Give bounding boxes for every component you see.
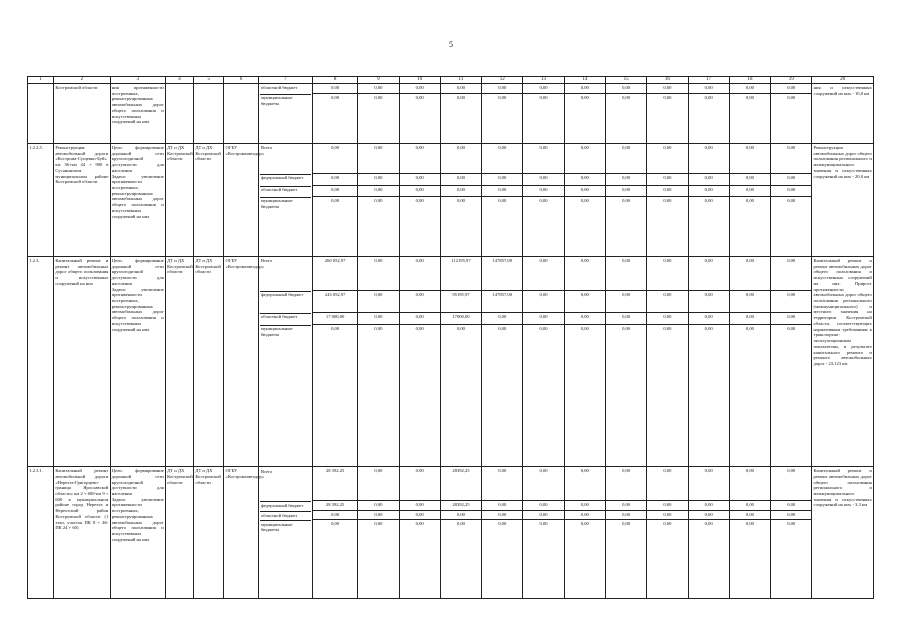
- funding-value: 0,00: [482, 501, 522, 511]
- executor: ОГБУ «Костромаавтодор»: [224, 467, 258, 599]
- header-cell: 4: [165, 77, 193, 84]
- funding-value-column: [564, 144, 605, 257]
- funding-value: 0,00: [745, 197, 754, 203]
- funding-value: 0,00: [374, 94, 383, 100]
- funding-value: 0,00: [745, 521, 754, 527]
- funding-value-column: [647, 84, 688, 144]
- header-cell: 11: [440, 77, 481, 84]
- customer: [165, 84, 193, 144]
- item-number: [28, 84, 54, 144]
- funding-value: 0,00: [565, 186, 605, 197]
- funding-value: 0,00: [704, 94, 713, 100]
- funding-value: 0,00: [565, 467, 605, 501]
- funding-source-label: федеральный бюджет: [260, 292, 311, 314]
- funding-value: 0,00: [523, 501, 563, 511]
- executor: [224, 84, 258, 144]
- funding-value: 0,00: [787, 521, 796, 527]
- funding-value: 0,00: [358, 467, 398, 501]
- funding-value: 0,00: [565, 144, 605, 174]
- funding-value: 0,00: [689, 511, 729, 520]
- funding-value: 28 392,25: [313, 501, 357, 511]
- funding-value: 0,00: [358, 291, 398, 313]
- funding-value: 0,00: [313, 511, 357, 520]
- funding-value: 0,00: [565, 511, 605, 520]
- funding-value: 0,00: [313, 186, 357, 197]
- funding-value: 17 000,00: [313, 313, 357, 325]
- funding-source-label: муниципальные бюджеты: [260, 95, 293, 107]
- funding-value: 243 052,97: [313, 291, 357, 313]
- funding-value: 0,00: [647, 144, 687, 174]
- funding-value-column: [358, 144, 399, 257]
- item-name: Костромской области: [54, 84, 110, 144]
- funding-value: 0,00: [622, 94, 631, 100]
- funding-value: 0,00: [498, 197, 507, 203]
- funding-value: 0,00: [523, 291, 563, 313]
- funding-value: 0,00: [374, 197, 383, 203]
- expected-result: Капитальный ремонт и ремонт автомобильных дорог общего пользования и искусственных сооружений на них. Прирост протяженности автомобильных дорог общего пользования регионального (межмуниципального) и местного значения на территории Костромской области, соответствующих нормативным требованиям к транспортно-эксплуатационным показателям, в результате капитального ремонта и ремонта автомобильных дорог - 23,123 км: [812, 257, 874, 467]
- funding-value: 0,00: [580, 325, 589, 331]
- funding-value-column: [399, 467, 440, 599]
- funding-value: 0,00: [358, 186, 398, 197]
- funding-value: 0,00: [771, 144, 811, 174]
- funding-value: 0,00: [606, 313, 646, 325]
- funding-value-column: [482, 144, 523, 257]
- funding-value: 0,00: [771, 511, 811, 520]
- funding-source-label: областной бюджет: [260, 512, 311, 521]
- funding-value: 28392,25: [441, 467, 481, 501]
- funding-value-column: [523, 467, 564, 599]
- funding-value: 0,00: [771, 291, 811, 313]
- coordinator: ДТ и ДХ Костромской области: [194, 144, 224, 257]
- funding-value-column: [523, 144, 564, 257]
- header-cell: 14: [564, 77, 605, 84]
- funding-source-label: областной бюджет: [260, 85, 311, 95]
- funding-value: 0,00: [787, 197, 796, 203]
- funding-value-column: [688, 84, 729, 144]
- funding-value: 0,00: [498, 94, 507, 100]
- funding-value: 0,00: [771, 174, 811, 186]
- goal-task: Цель: формирование дорожной сети круглогодичной доступности для населения Задача: увеличение протяженности построенных, реконструированных автомобильных дорог общего пользования и искусственных сооружений на них: [110, 257, 165, 467]
- funding-value: 0,00: [647, 186, 687, 197]
- customer: ДТ и ДХ Костромской области: [165, 144, 193, 257]
- funding-value: 28392,25: [441, 501, 481, 511]
- funding-value-column: [399, 257, 440, 467]
- funding-value: 28 392,25: [313, 467, 357, 501]
- funding-value: 0,00: [606, 501, 646, 511]
- funding-value: 0,00: [331, 325, 340, 331]
- header-cell: 2: [54, 77, 110, 84]
- funding-value-column: [440, 84, 481, 144]
- funding-value: 0,00: [663, 325, 672, 331]
- funding-value-column: [771, 257, 812, 467]
- funding-value: 0,00: [313, 144, 357, 174]
- header-cell: 6: [224, 77, 258, 84]
- table-row: [28, 257, 874, 467]
- funding-value-column: [523, 257, 564, 467]
- funding-value: 0,00: [580, 521, 589, 527]
- header-cell: 13: [523, 77, 564, 84]
- header-row: [28, 77, 874, 84]
- funding-value-column: [729, 467, 770, 599]
- funding-value-column: [399, 144, 440, 257]
- funding-value: 0,00: [663, 197, 672, 203]
- funding-value: 0,00: [771, 84, 811, 94]
- funding-value: 0,00: [704, 197, 713, 203]
- funding-value: 0,00: [523, 467, 563, 501]
- funding-value: 0,00: [663, 521, 672, 527]
- funding-value: 0,00: [400, 291, 440, 313]
- funding-value: 0,00: [523, 257, 563, 291]
- funding-value: 0,00: [730, 291, 770, 313]
- funding-value-column: [771, 144, 812, 257]
- expected-result: Капитальный ремонт и ремонт автомобильных дорог общего пользования регионального и межмуниципального значения и искусственных сооружений на них - 3,3 км: [812, 467, 874, 599]
- funding-value: 0,00: [647, 257, 687, 291]
- funding-value-column: [312, 257, 357, 467]
- funding-value: 0,00: [704, 325, 713, 331]
- funding-value: 0,00: [606, 291, 646, 313]
- item-name: Реконструкция автомобильной дороги «Кострома-Сущевно-Буй» км 36+км 44 + 900 в Сусанинском муниципальном районе Костромской области: [54, 144, 110, 257]
- executor: ОГБУ «Костромаавтодор»: [224, 257, 258, 467]
- funding-value-column: [605, 257, 646, 467]
- funding-value: 112195,97: [441, 257, 481, 291]
- funding-sources: [258, 467, 312, 599]
- item-name: Капитальный ремонт и ремонт автомобильных дорог общего пользования и искусственных сооружений на них: [54, 257, 110, 467]
- funding-value-column: [440, 467, 481, 599]
- funding-source-label: областной бюджет: [260, 314, 311, 326]
- funding-value: 0,00: [565, 313, 605, 325]
- funding-value: 0,00: [415, 325, 424, 331]
- funding-value-column: [399, 84, 440, 144]
- page-number: 5: [449, 40, 453, 49]
- goal-task: Цель: формирование дорожной сети круглогодичной доступности для населения Задача: увеличение протяженности построенных, реконструированных автомобильных дорог общего пользования и искусственных сооружений на них: [110, 144, 165, 257]
- funding-value: 0,00: [647, 84, 687, 94]
- funding-value: 0,00: [400, 174, 440, 186]
- funding-value-column: [564, 84, 605, 144]
- header-cell: 15: [605, 77, 646, 84]
- funding-value: 0,00: [482, 186, 522, 197]
- funding-value: 0,00: [606, 257, 646, 291]
- funding-value: 0,00: [400, 186, 440, 197]
- funding-value: 0,00: [482, 467, 522, 501]
- funding-value: 0,00: [358, 313, 398, 325]
- funding-value: 0,00: [456, 197, 465, 203]
- funding-source-label: муниципальные бюджеты: [260, 198, 293, 210]
- funding-value: 0,00: [606, 186, 646, 197]
- header-cell: 5: [194, 77, 224, 84]
- funding-value: 0,00: [771, 186, 811, 197]
- item-name: Капитальный ремонт автомобильной дороги «Нерехта-Григорцево-граница Ярославской области» км 2 + 600-км 9 + 600 в муниципальном районе город Нерехта и Нерехтский район Костромской области (1 этап, участок ПК 8 + 46-ПК 24 + 60): [54, 467, 110, 599]
- funding-value: 0,00: [374, 521, 383, 527]
- funding-value: 0,00: [730, 501, 770, 511]
- table-row: [28, 144, 874, 257]
- funding-value: 0,00: [456, 521, 465, 527]
- funding-value: 0,00: [313, 84, 357, 94]
- funding-value: 0,00: [441, 511, 481, 520]
- funding-value: 0,00: [730, 174, 770, 186]
- funding-value: 0,00: [441, 186, 481, 197]
- header-cell: 7: [258, 77, 312, 84]
- funding-value: 0,00: [565, 174, 605, 186]
- funding-value: 0,00: [400, 501, 440, 511]
- funding-value: 0,00: [482, 511, 522, 520]
- funding-value: 0,00: [647, 174, 687, 186]
- funding-value: 0,00: [441, 84, 481, 94]
- header-cell: 8: [312, 77, 357, 84]
- funding-value: 0,00: [622, 521, 631, 527]
- funding-value-column: [688, 257, 729, 467]
- header-cell: 19: [771, 77, 812, 84]
- funding-value: 0,00: [313, 174, 357, 186]
- funding-sources: [258, 257, 312, 467]
- funding-value-column: [482, 467, 523, 599]
- funding-value: 0,00: [663, 94, 672, 100]
- funding-source-label: муниципальные бюджеты: [260, 521, 293, 533]
- funding-source-label: муниципальные бюджеты: [260, 326, 293, 338]
- funding-value: 260 052,97: [313, 257, 357, 291]
- funding-value: 0,00: [730, 313, 770, 325]
- funding-value: 0,00: [647, 313, 687, 325]
- coordinator: ДТ и ДХ Костромской области: [194, 467, 224, 599]
- funding-value: 0,00: [539, 94, 548, 100]
- funding-value: 0,00: [400, 257, 440, 291]
- funding-value: 0,00: [689, 186, 729, 197]
- coordinator: ДТ и ДХ Костромской области: [194, 257, 224, 467]
- funding-value-column: [605, 144, 646, 257]
- funding-value: 0,00: [482, 84, 522, 94]
- funding-source-label: федеральный бюджет: [260, 175, 311, 187]
- funding-sources: [258, 144, 312, 257]
- expected-result: Реконструкция автомобильных дорог общего пользования регионального и межмуниципального значения и искусственных сооружений на них - 20,0 км: [812, 144, 874, 257]
- funding-value: 0,00: [771, 501, 811, 511]
- funding-value: 0,00: [704, 521, 713, 527]
- funding-value: 0,00: [523, 313, 563, 325]
- funding-value-column: [605, 84, 646, 144]
- funding-value: 0,00: [689, 84, 729, 94]
- funding-value: 0,00: [565, 257, 605, 291]
- funding-value-column: [440, 144, 481, 257]
- funding-value: 0,00: [331, 94, 340, 100]
- executor: ОГБУ «Костромаавтодор»: [224, 144, 258, 257]
- header-cell: 20: [812, 77, 874, 84]
- funding-source-label: федеральный бюджет: [260, 502, 311, 512]
- funding-value: 0,00: [456, 94, 465, 100]
- funding-value: 0,00: [358, 84, 398, 94]
- funding-value: 0,00: [482, 313, 522, 325]
- funding-value: 0,00: [730, 186, 770, 197]
- funding-value: 0,00: [498, 325, 507, 331]
- goal-task: ния протяженности построенных, реконструированных автомобильных дорог общего пользования и искусственных сооружений на них: [110, 84, 165, 144]
- header-cell: 10: [399, 77, 440, 84]
- funding-value-column: [564, 257, 605, 467]
- funding-value-column: [605, 467, 646, 599]
- funding-value: 0,00: [689, 174, 729, 186]
- funding-value: 0,00: [539, 325, 548, 331]
- funding-value-column: [729, 257, 770, 467]
- funding-value: 0,00: [730, 467, 770, 501]
- header-cell: 9: [358, 77, 399, 84]
- funding-value: 0,00: [689, 501, 729, 511]
- funding-value-column: [729, 84, 770, 144]
- funding-value-column: [358, 257, 399, 467]
- goal-task: Цель: формирование дорожной сети круглогодичной доступности для населения Задача: увеличение протяженности построенных, реконструированных автомобильных дорог общего пользования и искусственных сооружений на них: [110, 467, 165, 599]
- funding-value: 0,00: [580, 197, 589, 203]
- funding-value-column: [440, 257, 481, 467]
- funding-value: 0,00: [730, 257, 770, 291]
- funding-value: 0,00: [400, 84, 440, 94]
- header-cell: 18: [729, 77, 770, 84]
- program-table: [27, 76, 874, 599]
- header-cell: 12: [482, 77, 523, 84]
- coordinator: [194, 84, 224, 144]
- funding-value: 0,00: [771, 467, 811, 501]
- table-row: [28, 84, 874, 144]
- header-cell: 16: [647, 77, 688, 84]
- funding-value: 0,00: [331, 521, 340, 527]
- funding-value: 147857,00: [482, 291, 522, 313]
- funding-value: 0,00: [689, 467, 729, 501]
- funding-value-column: [564, 467, 605, 599]
- funding-value-column: [647, 467, 688, 599]
- funding-value-column: [688, 144, 729, 257]
- customer: ДТ и ДХ Костромской области: [165, 467, 193, 599]
- funding-value-column: [771, 84, 812, 144]
- funding-value: 0,00: [358, 174, 398, 186]
- funding-value: 0,00: [606, 144, 646, 174]
- funding-value: 0,00: [689, 257, 729, 291]
- funding-value-column: [482, 257, 523, 467]
- funding-value: 0,00: [730, 84, 770, 94]
- funding-value: 0,00: [622, 325, 631, 331]
- funding-value: 0,00: [374, 325, 383, 331]
- funding-value: 0,00: [400, 467, 440, 501]
- funding-source-label: Всего: [260, 258, 311, 292]
- funding-value: 0,00: [745, 94, 754, 100]
- funding-value-column: [647, 257, 688, 467]
- funding-value: 0,00: [358, 257, 398, 291]
- funding-value: 0,00: [689, 291, 729, 313]
- funding-value: 0,00: [415, 94, 424, 100]
- funding-value: 0,00: [358, 144, 398, 174]
- funding-value: 0,00: [689, 313, 729, 325]
- funding-value: 0,00: [730, 511, 770, 520]
- funding-value: 0,00: [647, 467, 687, 501]
- funding-value: 0,00: [606, 84, 646, 94]
- funding-value-column: [358, 467, 399, 599]
- funding-value: 0,00: [647, 501, 687, 511]
- funding-value: 0,00: [523, 186, 563, 197]
- funding-value-column: [647, 144, 688, 257]
- funding-value: 0,00: [565, 501, 605, 511]
- funding-value: 0,00: [787, 325, 796, 331]
- funding-value-column: [771, 467, 812, 599]
- funding-value: 0,00: [565, 291, 605, 313]
- header-cell: 3: [110, 77, 165, 84]
- funding-value: 0,00: [498, 521, 507, 527]
- item-number: 1.2.2.5.: [28, 144, 54, 257]
- funding-value-column: [358, 84, 399, 144]
- funding-value: 0,00: [400, 144, 440, 174]
- funding-value: 0,00: [745, 325, 754, 331]
- funding-value: 0,00: [441, 174, 481, 186]
- funding-source-label: областной бюджет: [260, 187, 311, 198]
- funding-value-column: [688, 467, 729, 599]
- funding-value: 0,00: [606, 174, 646, 186]
- item-number: 1.2.3.: [28, 257, 54, 467]
- expected-result: ния и искусственных сооружений на них - 10,0 км: [812, 84, 874, 144]
- funding-sources: [258, 84, 312, 144]
- funding-value: 0,00: [580, 94, 589, 100]
- funding-value: 0,00: [482, 174, 522, 186]
- funding-value: 0,00: [415, 197, 424, 203]
- table-row: [28, 467, 874, 599]
- funding-value-column: [482, 84, 523, 144]
- funding-value: 0,00: [482, 144, 522, 174]
- funding-value: 0,00: [647, 511, 687, 520]
- funding-source-label: Всего: [260, 145, 311, 175]
- funding-value-column: [729, 144, 770, 257]
- funding-value: 0,00: [415, 521, 424, 527]
- funding-value: 0,00: [331, 197, 340, 203]
- funding-value-column: [312, 84, 357, 144]
- funding-value: 0,00: [400, 511, 440, 520]
- funding-value: 0,00: [647, 291, 687, 313]
- funding-value: 147857,00: [482, 257, 522, 291]
- funding-value: 0,00: [441, 144, 481, 174]
- funding-source-label: Всего: [260, 468, 311, 502]
- funding-value: 0,00: [523, 174, 563, 186]
- funding-value: 0,00: [523, 84, 563, 94]
- funding-value: 0,00: [400, 313, 440, 325]
- item-number: 1.2.3.1.: [28, 467, 54, 599]
- funding-value: 0,00: [606, 467, 646, 501]
- funding-value: 0,00: [622, 197, 631, 203]
- funding-value: 0,00: [358, 501, 398, 511]
- funding-value: 0,00: [523, 144, 563, 174]
- funding-value: 0,00: [787, 94, 796, 100]
- funding-value: 0,00: [358, 511, 398, 520]
- funding-value: 0,00: [565, 84, 605, 94]
- funding-value: 0,00: [689, 144, 729, 174]
- funding-value: 17000,00: [441, 313, 481, 325]
- funding-value-column: [312, 144, 357, 257]
- funding-value: 0,00: [730, 144, 770, 174]
- funding-value: 0,00: [539, 521, 548, 527]
- funding-value: 95195,97: [441, 291, 481, 313]
- funding-value-column: [312, 467, 357, 599]
- funding-value: 0,00: [606, 511, 646, 520]
- customer: ДТ и ДХ Костромской области: [165, 257, 193, 467]
- header-cell: 17: [688, 77, 729, 84]
- funding-value: 0,00: [539, 197, 548, 203]
- funding-value: 0,00: [771, 313, 811, 325]
- funding-value: 0,00: [771, 257, 811, 291]
- funding-value-column: [523, 84, 564, 144]
- funding-value: 0,00: [456, 325, 465, 331]
- funding-value: 0,00: [523, 511, 563, 520]
- header-cell: 1: [28, 77, 54, 84]
